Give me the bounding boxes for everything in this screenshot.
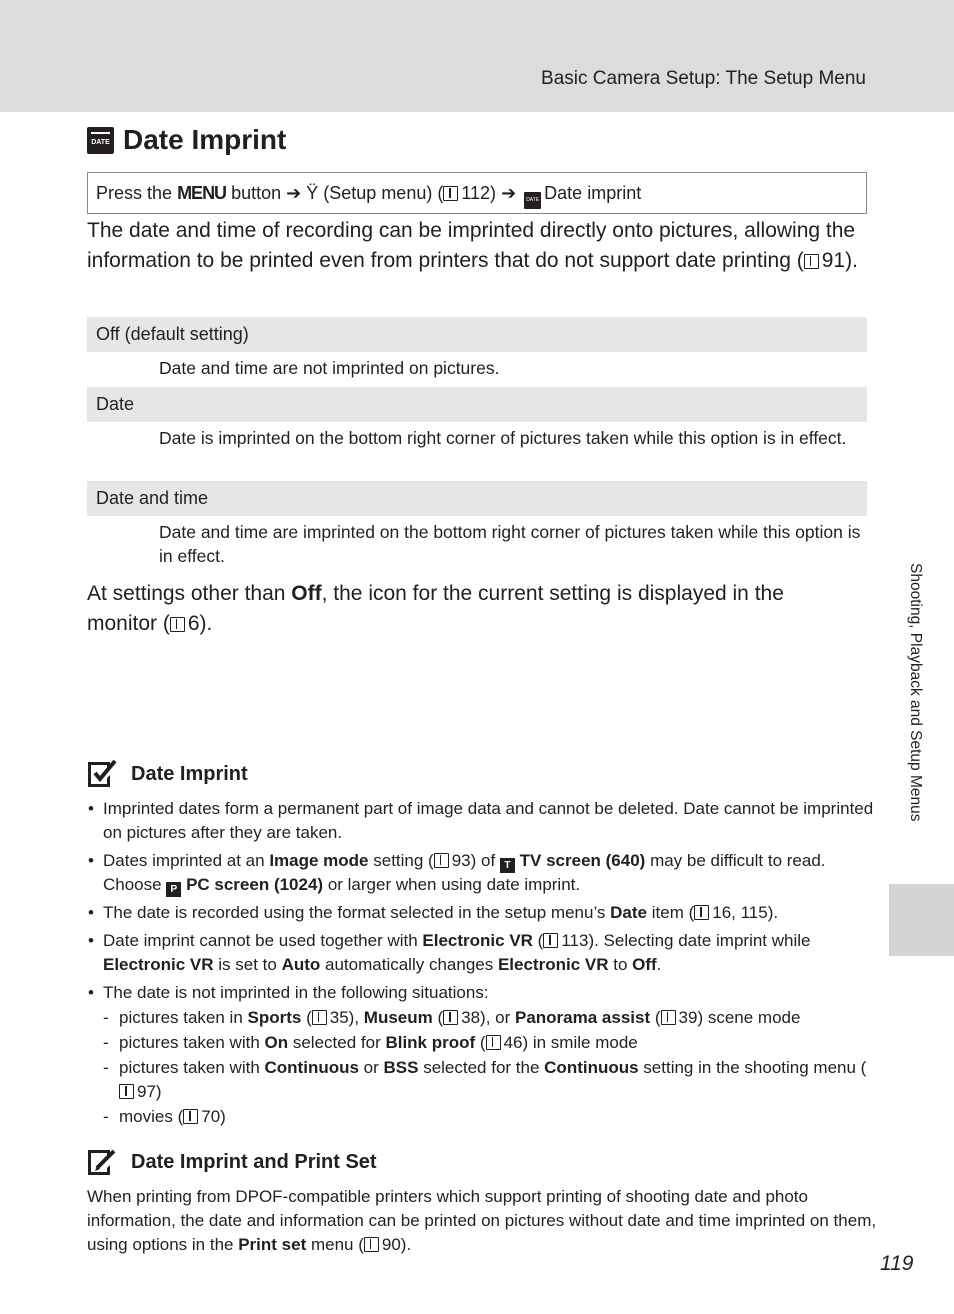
option-date-header: Date: [87, 387, 867, 422]
page-title: [87, 124, 286, 156]
reference-book-icon: [443, 1010, 458, 1025]
reference-book-icon: [804, 254, 819, 269]
sub-list-item: - pictures taken with Continuous or BSS selected for the Continuous setting in the shooting menu (97): [103, 1056, 877, 1104]
reference-book-icon: [170, 617, 185, 632]
option-date-time-desc: Date and time are imprinted on the bottom right corner of pictures taken while this option is in effect.: [159, 522, 861, 566]
setup-wrench-icon: Ÿ: [306, 183, 319, 203]
reference-book-icon: [364, 1237, 379, 1252]
reference-book-icon: [486, 1035, 501, 1050]
reference-book-icon: [434, 853, 449, 868]
sub-list-item: - pictures taken with On selected for Blink proof ( 46) in smile mode: [103, 1031, 877, 1055]
pencil-note-icon: [87, 1148, 117, 1176]
reference-book-icon: [661, 1010, 676, 1025]
date-imprint-icon: DATE: [87, 127, 114, 154]
navigation-path: Press the MENU button ➔ Ÿ (Setup menu) ( 112) ➔ DATE Date imprint: [87, 172, 867, 214]
list-item: • Dates imprinted at an Image mode setting ( 93) of T TV screen (640) may be difficult to read. Choose P PC screen (1024) or larger when using date imprint.: [87, 849, 877, 897]
option-date-time-header: Date and time: [87, 481, 867, 516]
list-item: • The date is not imprinted in the following situations: - pictures taken in Sports ( 35), Museum ( 38), or Panorama assist ( 39) scene mode - pictures taken with On selected for Blink proof ( 46) in smile mode - pictures taken with Continuous or BSS selected for the Continuous setting in the shooting menu (97) - movies ( 70): [87, 981, 877, 1129]
arrow-right-icon: ➔: [501, 183, 517, 203]
header-title: Basic Camera Setup: The Setup Menu: [541, 68, 866, 89]
note-date-imprint-list: [87, 797, 877, 1133]
tv-screen-icon: T: [500, 858, 515, 873]
reference-book-icon: [312, 1010, 327, 1025]
sub-list-item: - movies ( 70): [103, 1105, 877, 1129]
header-band: [0, 0, 954, 112]
reference-book-icon: [543, 933, 558, 948]
check-note-icon: [87, 760, 117, 788]
sub-list-item: - pictures taken in Sports ( 35), Museum ( 38), or Panorama assist ( 39) scene mode: [103, 1006, 877, 1030]
list-item: • The date is recorded using the format selected in the setup menu’s Date item ( 16, 115).: [87, 901, 877, 925]
list-item: • Imprinted dates form a permanent part of image data and cannot be deleted. Date cannot be imprinted on pictures after they are taken.: [87, 797, 877, 845]
page-title-text: Date Imprint: [123, 124, 287, 155]
intro-paragraph: The date and time of recording can be imprinted directly onto pictures, allowing the information to be printed even from printers that do not support date printing ( 91).: [87, 219, 858, 272]
reference-book-icon: [183, 1109, 198, 1124]
date-imprint-icon: DATE: [524, 192, 541, 209]
side-section-tab: [889, 884, 954, 956]
arrow-right-icon: ➔: [286, 183, 302, 203]
option-date-desc: Date is imprinted on the bottom right corner of pictures taken while this option is in effect.: [159, 428, 847, 448]
option-off-header: Off (default setting): [87, 317, 867, 352]
reference-book-icon: [443, 186, 458, 201]
menu-button-icon: MENU: [177, 183, 227, 203]
sub-list: [103, 1006, 877, 1129]
note-date-imprint-heading: Date Imprint: [87, 760, 248, 788]
reference-book-icon: [694, 905, 709, 920]
reference-book-icon: [119, 1084, 134, 1099]
note-print-set-heading: Date Imprint and Print Set: [87, 1148, 377, 1176]
side-section-label: Shooting, Playback and Setup Menus: [907, 563, 924, 822]
option-off-desc: Date and time are not imprinted on pictures.: [159, 358, 500, 378]
print-set-paragraph: When printing from DPOF-compatible printers which support printing of shooting date and photo information, the date and information can be printed on pictures without date and time imprinted on them, using options in the Print set menu ( 90).: [87, 1187, 877, 1254]
pc-screen-icon: P: [166, 882, 181, 897]
page-number: 119: [880, 1252, 914, 1275]
settings-note: At settings other than Off, the icon for the current setting is displayed in the monitor ( 6).: [87, 582, 784, 635]
list-item: • Date imprint cannot be used together with Electronic VR ( 113). Selecting date imprint while Electronic VR is set to Auto automatically changes Electronic VR to Off.: [87, 929, 877, 977]
